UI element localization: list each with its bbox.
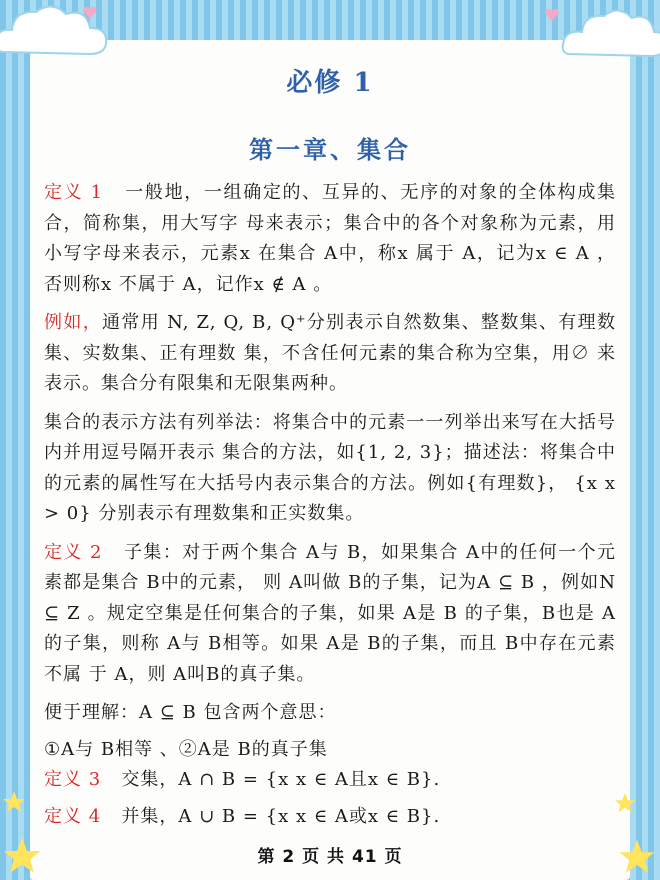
example-text: 通常用 N, Z, Q, B, Q⁺分别表示自然数集、整数集、有理数集、实数集、正有理数 集，不含任何元素的集合称为空集，用∅ 来表示。集合分有限集和无限集两种。 [44, 312, 616, 394]
definition-3-label: 定义 3 [44, 769, 102, 790]
definition-1-text: 一般地，一组确定的、互异的、无序的对象的全体构成集合，简称集，用大写字 母来表示；集合中的各个对象称为元素，用小写字母来表示，元素x 在集合 A中，称x 属于 A，记为x ∈ A ，否则称x 不属于 A，记作x ∉ A 。 [44, 182, 616, 295]
definition-4 [44, 802, 616, 833]
definition-1 [44, 178, 616, 300]
definition-4-text: 并集，A ∪ B = {x x ∈ A或x ∈ B}. [121, 805, 441, 827]
star-decoration [2, 790, 26, 814]
chapter-heading: 第一章、集合 [249, 135, 411, 164]
definition-2 [44, 538, 616, 691]
page-footer: 第 2 页 共 41 页 [257, 847, 403, 867]
example-paragraph [44, 308, 616, 400]
heart-decoration [545, 8, 559, 22]
understand-line: 便于理解：A ⊆ B 包含两个意思： [44, 702, 337, 723]
understand-items: ①A与 B相等 、②A是 B的真子集 [44, 738, 328, 760]
representation-paragraph [44, 408, 616, 530]
document-body [44, 178, 616, 832]
definition-2-label: 定义 2 [44, 541, 103, 563]
page-title: 必修 1 [286, 68, 374, 98]
definition-3 [44, 765, 616, 796]
definition-2-text: 子集：对于两个集合 A与 B，如果集合 A中的任何一个元素都是集合 B中的元素， 则 A叫做 B的子集，记为A ⊆ B ，例如N ⊆ Z 。规定空集是任何集合的子集，如果 A是 B 的子集，B也是 A的子集，则称 A与 B相等。如果 A是 B的子集，而且 B中存在元素不属 于 A，则 A叫B的真子集。 [44, 541, 617, 685]
definition-3-text: 交集，A ∩ B = {x x ∈ A且x ∈ B}. [121, 769, 441, 790]
example-label: 例如， [44, 312, 103, 333]
star-decoration [614, 792, 636, 814]
representation-text: 集合的表示方法有列举法：将集合中的元素一一列举出来写在大括号内并用逗号隔开表示 集合的方法，如{1, 2, 3}；描述法：将集合中的元素的属性写在大括号内表示集合的方法。例如{有理数}， {x x > 0} 分别表示有理数集和正实数集。 [44, 411, 616, 524]
cloud-right-decoration [560, 2, 660, 64]
heart-decoration [83, 6, 97, 20]
definition-4-label: 定义 4 [44, 805, 102, 827]
definition-1-label: 定义 1 [44, 182, 104, 203]
